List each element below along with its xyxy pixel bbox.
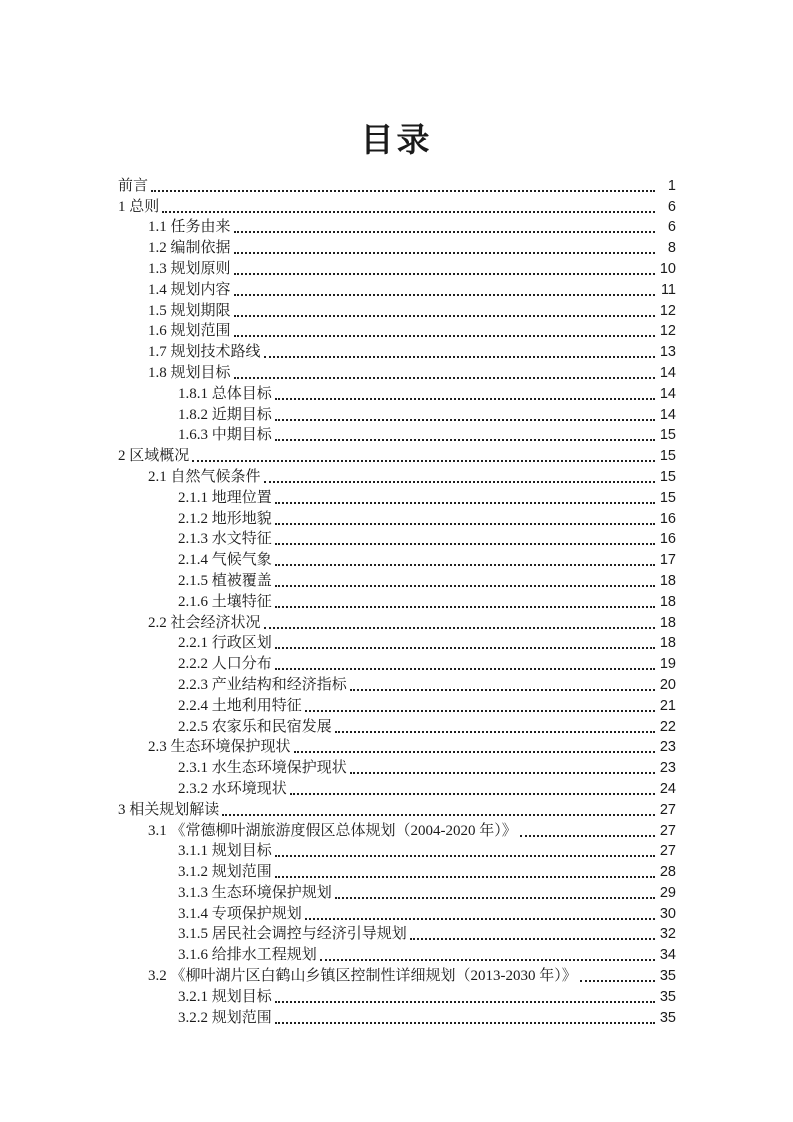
toc-page-number[interactable]: 27	[659, 801, 676, 818]
toc-entry-label[interactable]: 2.2.2 人口分布	[178, 656, 272, 673]
toc-entry-label[interactable]: 3.2 《柳叶湖片区白鹤山乡镇区控制性详细规划（2013-2030 年）》	[148, 968, 577, 985]
toc-leader-dots	[335, 897, 655, 899]
toc-entry-label[interactable]: 2.1.1 地理位置	[178, 489, 272, 506]
toc-entry[interactable]	[118, 487, 676, 508]
toc-entry-label[interactable]: 2.1.3 水文特征	[178, 531, 272, 548]
toc-page-number[interactable]: 12	[659, 302, 676, 319]
toc-entry[interactable]	[118, 466, 676, 487]
toc-entry-label[interactable]: 2.1.4 气候气象	[178, 552, 272, 569]
toc-page-number[interactable]: 14	[659, 406, 676, 423]
toc-list	[118, 175, 676, 1028]
toc-leader-dots	[234, 335, 655, 337]
toc-entry-label[interactable]: 前言	[118, 177, 149, 194]
toc-leader-dots	[275, 606, 655, 608]
toc-entry[interactable]	[118, 196, 676, 217]
toc-entry[interactable]	[118, 300, 676, 321]
toc-page-number[interactable]: 24	[659, 780, 676, 797]
toc-entry-label[interactable]: 2.1.6 土壤特征	[178, 593, 272, 610]
toc-leader-dots	[234, 252, 655, 254]
toc-entry-label[interactable]: 2.2.3 产业结构和经济指标	[178, 676, 347, 693]
toc-entry-label[interactable]: 3.1.1 规划目标	[178, 843, 272, 860]
toc-page-number[interactable]: 32	[659, 926, 676, 943]
toc-entry-label[interactable]: 1.4 规划内容	[148, 281, 231, 298]
toc-entry[interactable]	[118, 175, 676, 196]
toc-page-number[interactable]: 18	[659, 614, 676, 631]
toc-entry[interactable]	[118, 820, 676, 841]
toc-leader-dots	[275, 668, 655, 670]
toc-page-number[interactable]: 13	[659, 344, 676, 361]
toc-entry[interactable]	[118, 882, 676, 903]
toc-leader-dots	[410, 938, 655, 940]
toc-entry-label[interactable]: 1.8.2 近期目标	[178, 406, 272, 423]
toc-entry[interactable]	[118, 445, 676, 466]
toc-entry[interactable]	[118, 362, 676, 383]
toc-page-number[interactable]: 15	[659, 489, 676, 506]
toc-page-number[interactable]: 28	[659, 864, 676, 881]
toc-entry[interactable]	[118, 903, 676, 924]
toc-entry-label[interactable]: 1.7 规划技术路线	[148, 344, 261, 361]
toc-entry-label[interactable]: 3.1.6 给排水工程规划	[178, 947, 317, 964]
toc-page-number[interactable]: 10	[659, 260, 676, 277]
toc-page-number[interactable]: 35	[659, 988, 676, 1005]
toc-entry[interactable]	[118, 1007, 676, 1028]
toc-entry-label[interactable]: 1.6 规划范围	[148, 323, 231, 340]
toc-entry-label[interactable]: 2.1.2 地形地貌	[178, 510, 272, 527]
toc-page-number[interactable]: 15	[659, 448, 676, 465]
toc-entry-label[interactable]: 2 区域概况	[118, 448, 190, 465]
toc-entry[interactable]	[118, 529, 676, 550]
toc-page-number[interactable]: 23	[659, 760, 676, 777]
toc-page-number[interactable]: 15	[659, 468, 676, 485]
toc-page-number[interactable]: 14	[659, 364, 676, 381]
toc-page-number[interactable]: 11	[660, 281, 676, 298]
toc-leader-dots	[275, 564, 655, 566]
toc-entry-label[interactable]: 2.2 社会经济状况	[148, 614, 261, 631]
page-title: 目录	[360, 123, 433, 159]
toc-leader-dots	[275, 855, 655, 857]
toc-entry-label[interactable]: 2.3 生态环境保护现状	[148, 739, 291, 756]
toc-entry[interactable]	[118, 778, 676, 799]
toc-entry[interactable]	[118, 716, 676, 737]
toc-entry-label[interactable]: 1.5 规划期限	[148, 302, 231, 319]
toc-entry[interactable]	[118, 944, 676, 965]
toc-page-number[interactable]: 6	[667, 219, 676, 236]
toc-page-number[interactable]: 16	[659, 510, 676, 527]
toc-leader-dots	[234, 377, 655, 379]
toc-page-number[interactable]: 18	[659, 593, 676, 610]
toc-entry-label[interactable]: 1.2 编制依据	[148, 240, 231, 257]
toc-entry[interactable]	[118, 841, 676, 862]
toc-page-number[interactable]: 18	[659, 635, 676, 652]
toc-entry-label[interactable]: 3.1 《常德柳叶湖旅游度假区总体规划（2004-2020 年）》	[148, 822, 517, 839]
toc-leader-dots	[151, 190, 655, 192]
toc-page-number[interactable]: 16	[659, 531, 676, 548]
toc-page-number[interactable]: 34	[659, 947, 676, 964]
toc-entry-label[interactable]: 2.2.1 行政区划	[178, 635, 272, 652]
toc-leader-dots	[275, 439, 655, 441]
toc-page-number[interactable]: 27	[659, 822, 676, 839]
toc-leader-dots	[275, 398, 655, 400]
toc-leader-dots	[275, 543, 655, 545]
toc-leader-dots	[294, 751, 655, 753]
toc-entry-label[interactable]: 3 相关规划解读	[118, 801, 220, 818]
toc-entry-label[interactable]: 1.8 规划目标	[148, 364, 231, 381]
toc-page-number[interactable]: 8	[667, 240, 676, 257]
toc-entry-label[interactable]: 3.1.3 生态环境保护规划	[178, 884, 332, 901]
toc-entry-label[interactable]: 2.2.5 农家乐和民宿发展	[178, 718, 332, 735]
toc-entry-label[interactable]: 2.3.2 水环境现状	[178, 780, 287, 797]
toc-entry[interactable]	[118, 986, 676, 1007]
toc-entry[interactable]	[118, 404, 676, 425]
toc-leader-dots	[580, 980, 655, 982]
toc-page-number[interactable]: 22	[659, 718, 676, 735]
toc-leader-dots	[222, 814, 655, 816]
toc-leader-dots	[350, 689, 655, 691]
toc-leader-dots	[264, 481, 655, 483]
toc-entry-label[interactable]: 1.8.1 总体目标	[178, 385, 272, 402]
toc-page-number[interactable]: 18	[659, 572, 676, 589]
toc-page-number[interactable]: 6	[667, 198, 676, 215]
toc-leader-dots	[275, 876, 655, 878]
toc-leader-dots	[192, 460, 655, 462]
toc-entry[interactable]	[118, 341, 676, 362]
toc-entry-label[interactable]: 3.2.1 规划目标	[178, 988, 272, 1005]
toc-page-number[interactable]: 17	[659, 552, 676, 569]
toc-entry-label[interactable]: 1 总则	[118, 198, 160, 215]
toc-leader-dots	[305, 710, 655, 712]
toc-page-number[interactable]: 35	[659, 968, 676, 985]
toc-entry[interactable]	[118, 757, 676, 778]
toc-entry-label[interactable]: 1.3 规划原则	[148, 260, 231, 277]
toc-leader-dots	[350, 772, 655, 774]
toc-leader-dots	[275, 419, 655, 421]
toc-entry[interactable]	[118, 861, 676, 882]
toc-entry[interactable]	[118, 612, 676, 633]
toc-leader-dots	[275, 1001, 655, 1003]
toc-entry-label[interactable]: 3.1.4 专项保护规划	[178, 905, 302, 922]
toc-page-number[interactable]: 1	[667, 177, 676, 194]
toc-page-number[interactable]: 15	[659, 427, 676, 444]
toc-page-number[interactable]: 30	[659, 905, 676, 922]
toc-entry[interactable]	[118, 653, 676, 674]
toc-leader-dots	[264, 627, 655, 629]
toc-leader-dots	[275, 523, 655, 525]
toc-leader-dots	[520, 835, 655, 837]
toc-entry[interactable]	[118, 217, 676, 238]
toc-page-number[interactable]: 23	[659, 739, 676, 756]
toc-entry[interactable]	[118, 508, 676, 529]
toc-leader-dots	[305, 918, 655, 920]
toc-entry-label[interactable]: 3.2.2 规划范围	[178, 1009, 272, 1026]
toc-entry[interactable]	[118, 549, 676, 570]
toc-entry[interactable]	[118, 425, 676, 446]
toc-entry-label[interactable]: 2.1 自然气候条件	[148, 468, 261, 485]
toc-entry[interactable]	[118, 633, 676, 654]
toc-entry-label[interactable]: 3.1.5 居民社会调控与经济引导规划	[178, 926, 407, 943]
toc-page-number[interactable]: 27	[659, 843, 676, 860]
toc-entry[interactable]	[118, 737, 676, 758]
toc-entry-label[interactable]: 2.2.4 土地利用特征	[178, 697, 302, 714]
toc-leader-dots	[275, 1022, 655, 1024]
toc-entry-label[interactable]: 1.6.3 中期目标	[178, 427, 272, 444]
toc-page-number[interactable]: 14	[659, 385, 676, 402]
toc-entry[interactable]	[118, 321, 676, 342]
toc-leader-dots	[234, 231, 655, 233]
toc-page-number[interactable]: 21	[659, 697, 676, 714]
toc-entry[interactable]	[118, 674, 676, 695]
toc-leader-dots	[234, 273, 655, 275]
toc-entry-label[interactable]: 2.1.5 植被覆盖	[178, 572, 272, 589]
toc-page-number[interactable]: 35	[659, 1009, 676, 1026]
toc-entry[interactable]	[118, 570, 676, 591]
toc-page-number[interactable]: 20	[659, 676, 676, 693]
toc-leader-dots	[290, 793, 655, 795]
toc-entry[interactable]	[118, 591, 676, 612]
toc-entry[interactable]	[118, 799, 676, 820]
toc-entry[interactable]	[118, 279, 676, 300]
toc-entry[interactable]	[118, 965, 676, 986]
toc-leader-dots	[275, 585, 655, 587]
toc-leader-dots	[275, 502, 655, 504]
toc-leader-dots	[275, 647, 655, 649]
toc-page-number[interactable]: 12	[659, 323, 676, 340]
toc-leader-dots	[320, 959, 655, 961]
toc-page-number[interactable]: 19	[659, 656, 676, 673]
toc-entry[interactable]	[118, 237, 676, 258]
toc-entry[interactable]	[118, 924, 676, 945]
toc-entry-label[interactable]: 3.1.2 规划范围	[178, 864, 272, 881]
toc-entry[interactable]	[118, 695, 676, 716]
toc-leader-dots	[162, 211, 655, 213]
toc-entry[interactable]	[118, 258, 676, 279]
toc-leader-dots	[234, 294, 655, 296]
toc-leader-dots	[335, 731, 655, 733]
toc-entry[interactable]	[118, 383, 676, 404]
toc-leader-dots	[264, 356, 655, 358]
toc-entry-label[interactable]: 1.1 任务由来	[148, 219, 231, 236]
toc-leader-dots	[234, 315, 655, 317]
toc-page-number[interactable]: 29	[659, 884, 676, 901]
toc-entry-label[interactable]: 2.3.1 水生态环境保护现状	[178, 760, 347, 777]
